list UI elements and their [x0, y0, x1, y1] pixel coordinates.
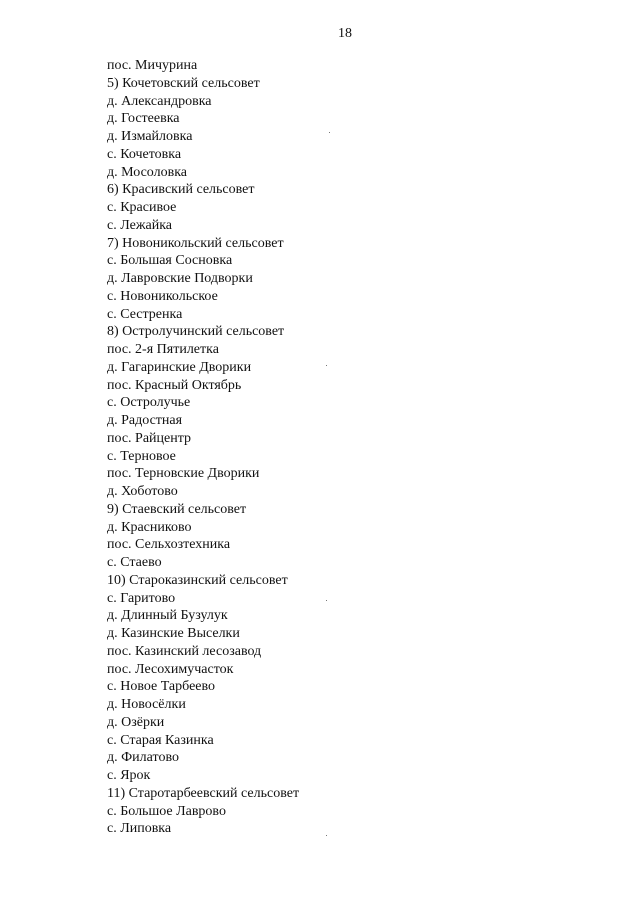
list-item: д. Длинный Бузулук: [107, 608, 228, 624]
list-item: д. Лавровские Подворки: [107, 271, 253, 286]
list-item: 5) Кочетовский сельсовет: [107, 75, 260, 91]
list-item: с. Лежайка: [107, 217, 173, 233]
list-item: пос. Мичурина: [107, 58, 198, 73]
list-item: с. Большое Лаврово: [107, 803, 226, 819]
list-item: с. Кочетовка: [107, 146, 182, 162]
list-item: с. Липовка: [107, 821, 172, 837]
list-item: пос. Райцентр: [107, 430, 192, 446]
scan-speck: [326, 835, 327, 836]
list-item: д. Гагаринские Дворики: [107, 359, 252, 375]
page-number: 18: [338, 26, 352, 41]
list-item: с. Терновое: [107, 448, 176, 464]
list-item: с. Сестренка: [107, 306, 183, 322]
list-item: пос. Казинский лесозавод: [107, 643, 262, 659]
scan-speck: [326, 600, 327, 601]
list-item: 11) Старотарбеевский сельсовет: [107, 785, 300, 801]
list-item: д. Измайловка: [107, 129, 193, 144]
scan-speck: [329, 132, 330, 133]
list-item: с. Новое Тарбеево: [107, 679, 216, 695]
list-item: с. Остролучье: [107, 395, 191, 411]
settlement-list: [107, 57, 299, 838]
list-item: пос. Сельхозтехника: [107, 537, 231, 553]
list-item: пос. Терновские Дворики: [107, 466, 260, 482]
list-item: с. Гаритово: [107, 590, 176, 606]
list-item: 10) Староказинский сельсовет: [107, 572, 288, 588]
list-item: 8) Остролучинский сельсовет: [107, 324, 285, 340]
list-item: 9) Стаевский сельсовет: [107, 501, 247, 517]
list-item: 6) Красивский сельсовет: [107, 182, 255, 198]
list-item: д. Филатово: [107, 750, 179, 766]
list-item: д. Озёрки: [107, 714, 165, 730]
list-item: с. Стаево: [107, 555, 162, 570]
list-item: с. Красивое: [107, 200, 177, 215]
list-item: д. Мосоловка: [107, 164, 188, 180]
list-item: д. Радостная: [107, 413, 183, 428]
list-item: с. Старая Казинка: [107, 732, 214, 748]
list-item: с. Большая Сосновка: [107, 253, 233, 269]
list-item: д. Хоботово: [107, 484, 178, 499]
list-item: д. Красниково: [107, 519, 192, 535]
list-item: с. Новоникольское: [107, 288, 218, 304]
list-item: пос. Красный Октябрь: [107, 377, 242, 393]
list-item: пос. 2-я Пятилетка: [107, 342, 219, 357]
list-item: с. Ярок: [107, 768, 151, 783]
scan-speck: [326, 365, 327, 366]
list-item: д. Новосёлки: [107, 697, 186, 712]
list-item: 7) Новоникольский сельсовет: [107, 235, 284, 251]
list-item: д. Казинские Выселки: [107, 626, 240, 641]
list-item: д. Гостеевка: [107, 111, 180, 127]
list-item: д. Александровка: [107, 93, 212, 109]
list-item: пос. Лесохимучасток: [107, 661, 234, 677]
